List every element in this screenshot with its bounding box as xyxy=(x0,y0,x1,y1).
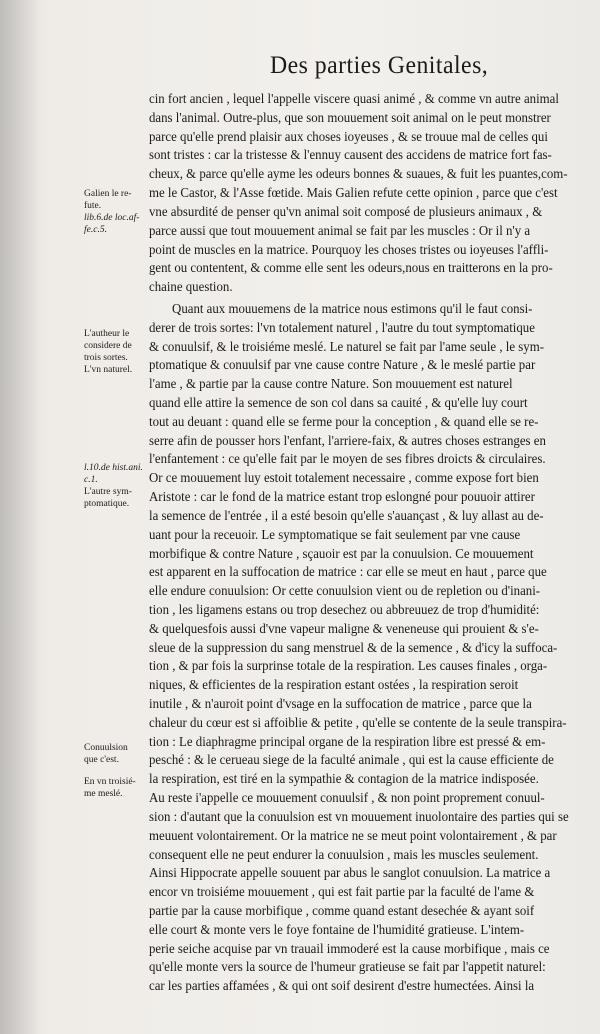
text-line: la semence de l'entrée , il a esté besoin qu'elle s'auançast , & luy allast au de- xyxy=(149,507,544,523)
margin-note-line: fe.c.5. xyxy=(84,225,107,235)
text-line: elle court & monte vers le foye fontaine de l'humidité gratieuse. L'intem- xyxy=(149,921,525,937)
margin-note-line: lib.6.de loc.af- xyxy=(84,213,140,223)
margin-note-line: trois sortes. xyxy=(84,353,128,363)
text-line: & conuulsif, & le troisiéme meslé. Le naturel se fait par l'ame seule , le sym- xyxy=(149,338,544,354)
text-line: meuuent volontairement. Or la matrice ne se meut point volontairement , & par xyxy=(149,827,557,843)
text-line: est apparent en la suffocation de matrice : car elle se meut en haut , parce que xyxy=(149,564,547,580)
margin-note-line: ptomatique. xyxy=(84,499,130,509)
text-line: tion : Le diaphragme principal organe de la respiration libre est pressé & em- xyxy=(149,733,546,749)
margin-note-line: fute. xyxy=(84,201,102,211)
text-line: Or ce mouuement luy estoit totalement necessaire , comme expose fort bien xyxy=(149,470,539,486)
text-line: gent ou contentent, & comme elle sent les odeurs,nous en traitterons en la pro- xyxy=(149,260,553,276)
text-line: partie par la cause morbifique , comme quand estant desechée & ayant soif xyxy=(149,902,535,918)
margin-note-conuulsion xyxy=(84,742,150,766)
margin-note-autheur xyxy=(84,328,150,376)
text-line: tout au deuant : quand elle se ferme pour la conception , & quand elle se re- xyxy=(149,413,539,429)
margin-note-line: L'vn naturel. xyxy=(84,365,133,375)
text-line: l'ame , & partie par la cause contre Nature. Son mouuement est naturel xyxy=(149,376,513,392)
text-line: elle endure conuulsion: Or cette conuulsion vient ou de repletion ou d'inani- xyxy=(149,583,541,599)
margin-note-line: Conuulsion xyxy=(84,743,128,753)
text-line: qu'elle monte vers la source de l'humeur gratieuse se fait par l'appetit naturel: xyxy=(149,959,546,975)
margin-note-line: considere de xyxy=(84,341,132,351)
text-line: cheux, & parce qu'elle ayme les odeurs bonnes & suaues, & fuit les puantes,com- xyxy=(149,166,568,182)
text-line: me le Castor, & l'Asse fœtide. Mais Galien refute cette opinion , parce que c'est xyxy=(149,185,558,201)
margin-note-line: En vn troisié- xyxy=(84,777,136,787)
gutter-shadow xyxy=(0,0,40,1034)
text-line: la respiration, est tiré en la sympathie & contagion de la matrice indisposée. xyxy=(149,771,539,787)
text-line: parce qu'elle prend plaisir aux choses ioyeuses , & se trouue mal de celles qui xyxy=(149,128,548,144)
text-line: encor vn troisiéme mouuement , qui est fait partie par la faculté de l'ame & xyxy=(149,884,535,900)
margin-note-line: l.10.de hist.ani. xyxy=(84,463,143,473)
text-line: l'enfantement : ce qu'elle fait par le moyen de ses fibres droicts & circulaires. xyxy=(149,451,546,467)
margin-note-line: L'autre sym- xyxy=(84,487,132,497)
margin-note-line: que c'est. xyxy=(84,755,119,765)
text-line: sleue de la suppression du sang menstruel & de la semence , & d'icy la suffoca- xyxy=(149,639,558,655)
text-line: parce aussi que tout mouuement animal se fait par les muscles : Or il n'y a xyxy=(149,222,531,238)
text-line: chaleur du cœur est si affoiblie & petite , qu'elle se contente de la seule transpira- xyxy=(149,714,567,730)
text-line: derer de trois sortes: l'vn totalement naturel , l'autre du tout symptomatique xyxy=(149,319,535,335)
text-line: point de muscles en la matrice. Pourquoy les choses tristes ou ioyeuses l'affli- xyxy=(149,241,549,257)
text-line: Au reste i'appelle ce mouuement conuulsif , & non point proprement conuul- xyxy=(149,790,545,806)
text-line: consequent elle ne peut endurer la conuulsion , mais les muscles seulement. xyxy=(149,846,539,862)
text-line: Aristote : car le fond de la matrice estant trop eslongné pour pouuoir attirer xyxy=(149,489,535,505)
text-line: vne absurdité de penser qu'vn animal soit composé de plusieurs animaux , & xyxy=(149,203,543,219)
margin-note-symptomatique xyxy=(84,462,150,510)
text-line: Quant aux mouuemens de la matrice nous estimons qu'il le faut consi- xyxy=(172,300,533,316)
text-line: sont tristes : car la tristesse & l'ennuy causent des accidens de matrice fort fas- xyxy=(149,147,552,163)
text-line: inutile , & n'auroit point d'vsage en la suffocation de matrice , parce que la xyxy=(149,696,532,711)
page-title: Des parties Genitales, xyxy=(270,52,489,79)
text-line: morbifique & contre Nature , sçauoir est par la conuulsion. Ce mouuement xyxy=(149,545,534,561)
text-line: & quelquesfois aussi d'vne vapeur maligne & veneneuse qui prouient & s'e- xyxy=(149,620,539,636)
text-line: cin fort ancien , lequel l'appelle viscere quasi animé , & comme vn autre animal xyxy=(149,91,559,106)
text-line: sion : d'autant que la conuulsion est vn mouuement inuolontaire des parties qui se xyxy=(149,808,569,824)
text-line: tion , & par fois la surprinse totale de la respiration. Les causes finales , orga- xyxy=(149,658,548,674)
text-line: tion , les ligamens estans ou trop desechez ou abbreuuez de trop d'humidité: xyxy=(149,601,540,617)
text-line: perie seiche acquise par vn trauail immoderé est la cause morbifique , mais ce xyxy=(149,940,550,956)
margin-note-line: L'autheur le xyxy=(84,329,130,339)
margin-note-troisieme xyxy=(84,776,150,800)
margin-note-line: me meslé. xyxy=(84,789,123,799)
text-line: niques, & efficientes de la respiration estant ostées , la respiration seroit xyxy=(149,677,519,693)
margin-note-line: c.1. xyxy=(84,475,98,485)
text-line: chaine question. xyxy=(149,279,233,295)
body-text xyxy=(149,90,595,996)
text-line: ptomatique & conuulsif par vne cause contre Nature , & le meslé partie par xyxy=(149,357,536,373)
margin-note-line: Galien le re- xyxy=(84,189,132,199)
text-line: dans l'animal. Outre-plus, que son mouuement soit animal on le peut monstrer xyxy=(149,109,551,125)
text-line: car les parties affamées , & qui ont soif desirent d'estre humectées. Ainsi la xyxy=(149,978,535,994)
margin-note-galien xyxy=(84,188,150,236)
text-line: uant pour la receuoir. Le symptomatique se fait seulement par vne cause xyxy=(149,526,521,542)
text-line: Ainsi Hippocrate appelle souuent par abus le sanglot conuulsion. La matrice a xyxy=(149,865,551,881)
text-line: serre afin de pousser hors l'enfant, l'arriere-faix, & autres choses estranges en xyxy=(149,432,546,448)
text-line: pesché : & le cerueau siege de la faculté animale , qui est la cause efficiente de xyxy=(149,752,554,768)
text-line: quand elle attire la semence de son col dans sa cauité , & qu'elle luy court xyxy=(149,395,528,410)
